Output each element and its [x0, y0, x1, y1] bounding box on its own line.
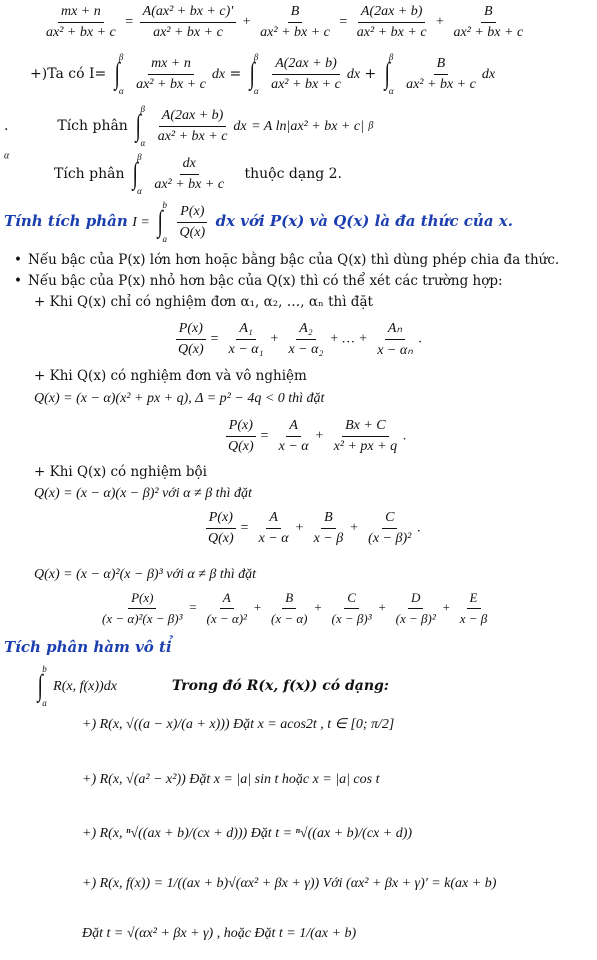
case-2-formula: $\frac{P(x)}{Q(x)}$ = $\frac{A}{x - \alpha}$ + $\frac{Bx + C}{\text{x² + px + q}}$ .	[222, 418, 597, 455]
formula-line-3: . Tích phân ∫ β α $\frac{A(2ax + b)}{\text{ax² + bx + c}}$ dx = A ln|ax² + bx + c| β α	[4, 104, 374, 162]
irrational-case-2: +) R(x, √(a² − x²)) Đặt x = |a| sin t hoặc x = |a| cos t	[82, 772, 380, 787]
irrational-case-1: +) R(x, √((a − x)/(a + x))) Đặt x = acos2t , t ∈ [0; π/2]	[82, 717, 395, 732]
irrational-case-3: +) R(x, ⁿ√((ax + b)/(cx + d))) Đặt t = ⁿ√((ax + b)/(cx + d))	[82, 826, 413, 841]
case-4-formula: $\frac{P(x)}{\text{(x − α)²(x − β)³}}$ = $\frac{A}{\text{(x − α)²}}$ + $\frac{B}{(x - \alpha)}$ + $\frac{C}{\text{(x − β)³}}$ + $\frac{D}{\text{(x − β)²}}$ + $\frac{E}{x - \beta}$	[102, 590, 488, 626]
integral-sign: ∫ β α	[135, 104, 146, 148]
case-1-formula: $\frac{P(x)}{Q(x)}$ = $\frac{\text{A₁}}{\text{x − α₁}}$ + $\frac{\text{A₂}}{\text{x − α₂}}$ + … + $\frac{\text{Aₙ}}{\text{x − αₙ}}$ .	[172, 320, 597, 359]
section-2-intro: ∫ b a R(x, f(x))dx Trong đó R(x, f(x)) có dạng:	[37, 664, 389, 708]
case-2-text: + Khi Q(x) có nghiệm đơn và vô nghiệm	[34, 368, 307, 384]
integral-sign: ∫ b a	[157, 200, 168, 244]
bullet-1: • Nếu bậc của P(x) lớn hơn hoặc bằng bậc của Q(x) thì dùng phép chia đa thức.	[14, 252, 560, 268]
formula-line-1: $\frac{mx + n}{\text{ax² + bx + c}}$ = $\frac{\text{A(ax² + bx + c)'}}{\text{ax² + bx + c}}$ + $\frac{B}{\text{ax² + bx + c}}$ = $\frac{A(2ax + b)}{\text{ax² + bx + c}}$ + $\frac{B}{\text{ax² + bx + c}}$	[40, 4, 597, 41]
case-3-text: + Khi Q(x) có nghiệm bội	[34, 464, 207, 480]
irrational-substitution: Đặt t = √(αx² + βx + γ) , hoặc Đặt t = 1/(ax + b)	[82, 926, 357, 941]
case-3-condition: Q(x) = (x − α)(x − β)² với α ≠ β thì đặt	[34, 486, 252, 501]
section-title-rational: Tính tích phân I = ∫ b a $\frac{P(x)}{Q(x)}$ dx với P(x) và Q(x) là đa thức của x.	[4, 200, 513, 244]
integral-sign: ∫ b a	[37, 664, 47, 708]
case-1-text: + Khi Q(x) chỉ có nghiệm đơn α₁, α₂, …, αₙ thì đặt	[34, 294, 373, 310]
formula-line-4: Tích phân ∫ β α $\frac{dx}{\text{ax² + bx + c}}$ thuộc dạng 2.	[54, 152, 342, 196]
integral-sign: ∫ β α	[249, 52, 259, 96]
integral-sign: ∫ β α	[132, 152, 142, 196]
section-title-irrational: Tích phân hàm vô tỉ	[4, 638, 172, 656]
fraction: $\frac{mx + n}{\text{ax² + bx + c}}$	[46, 4, 116, 40]
integral-sign: ∫ β α	[384, 52, 394, 96]
fraction: $\frac{B}{\text{ax² + bx + c}}$	[453, 4, 524, 40]
fraction: $\frac{\text{A(ax² + bx + c)'}}{\text{ax² + bx + c}}$	[140, 4, 237, 41]
case-3-formula: $\frac{P(x)}{Q(x)}$ = $\frac{A}{x - \alpha}$ + $\frac{B}{x - \beta}$ + $\frac{C}{\text{(x − β)²}}$ .	[202, 510, 597, 547]
formula-line-2: +)Ta có I= ∫ β α $\frac{mx + n}{\text{ax² + bx + c}}$ dx = ∫ β α $\frac{A(2ax + b)}{\text{ax² + bx + c}}$ dx + ∫ β α $\frac{B}{\text{ax² + bx + c}}$ dx	[30, 52, 496, 96]
fraction: $\frac{B}{\text{ax² + bx + c}}$	[260, 4, 330, 40]
irrational-case-4: +) R(x, f(x)) = 1/((ax + b)√(αx² + βx + γ)) Với (αx² + βx + γ)' = k(ax + b)	[82, 876, 497, 891]
fraction: $\frac{A(2ax + b)}{\text{ax² + bx + c}}$	[356, 4, 427, 40]
bullet-2: • Nếu bậc của P(x) nhỏ hơn bậc của Q(x) thì có thể xét các trường hợp:	[14, 273, 503, 289]
case-4-condition: Q(x) = (x − α)²(x − β)³ với α ≠ β thì đặt	[34, 567, 257, 582]
integral-sign: ∫ β α	[114, 52, 124, 96]
case-2-condition: Q(x) = (x − α)(x² + px + q), Δ = p² − 4q < 0 thì đặt	[34, 391, 325, 406]
